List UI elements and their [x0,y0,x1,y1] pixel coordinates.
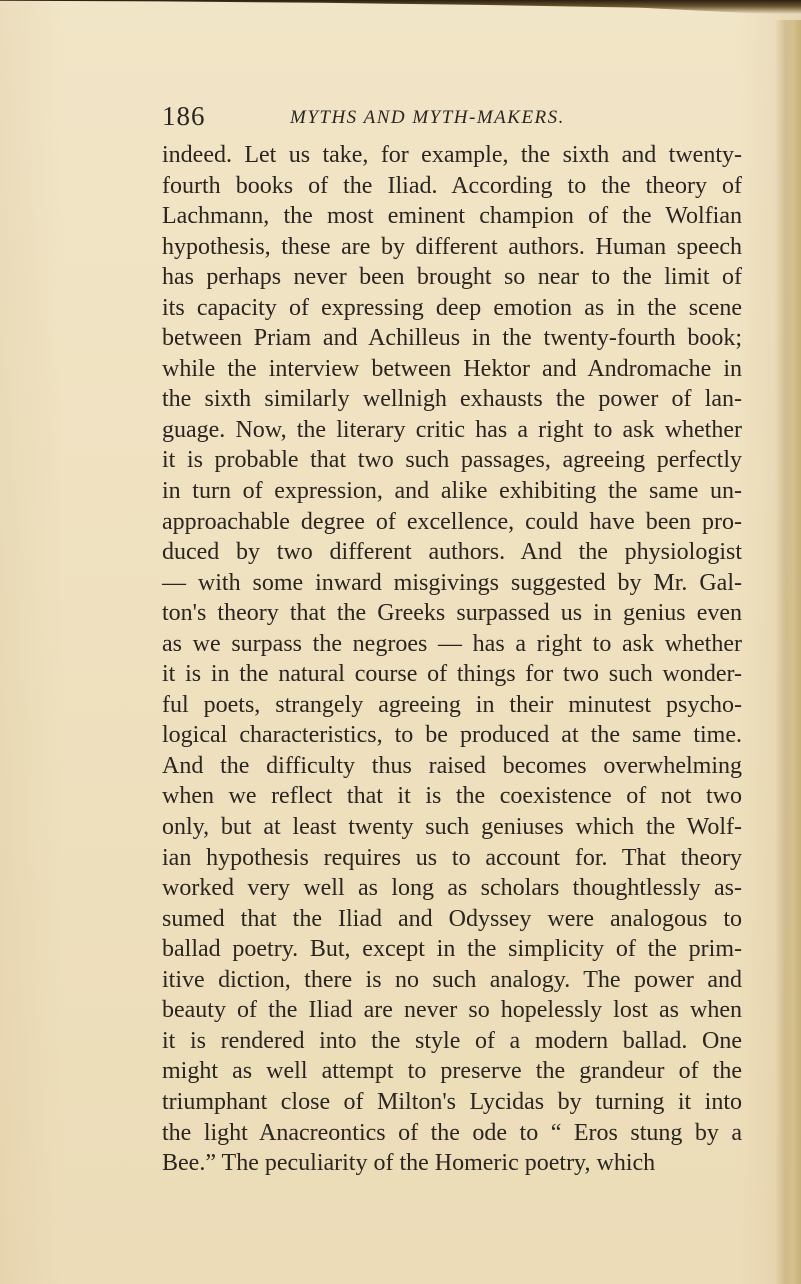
text-line: the light Anacreontics of the ode to “ Eros stung by a [162,1119,742,1146]
text-line: when we reflect that it is the coexistence of not two [162,783,742,810]
text-line: Bee.” The peculiarity of the Homeric poetry, which [162,1150,656,1177]
text-line: ton's theory that the Greeks surpassed us in genius even [162,600,742,627]
text-line: ian hypothesis requires us to account for. That theory [162,844,742,871]
text-line: in turn of expression, and alike exhibiting the same un- [162,478,742,505]
text-line: ful poets, strangely agreeing in their minutest psycho- [162,691,742,718]
text-line: it is in the natural course of things for two such wonder- [162,661,742,688]
text-line: Lachmann, the most eminent champion of the Wolfian [162,203,742,230]
text-line: while the interview between Hektor and Andromache in [162,355,742,382]
text-line: hypothesis, these are by different authors. Human speech [162,233,742,260]
text-line: duced by two different authors. And the physiologist [162,539,742,566]
text-line: it is rendered into the style of a modern ballad. One [162,1027,742,1054]
text-line: worked very well as long as scholars thoughtlessly as- [162,875,742,902]
text-line: indeed. Let us take, for example, the sixth and twenty- [162,142,742,168]
page-right-edge-shadow [775,20,801,1284]
text-line: as we surpass the negroes — has a right to ask whether [162,630,742,657]
text-line: ballad poetry. But, except in the simplicity of the prim- [162,936,742,963]
text-line: only, but at least twenty such geniuses which the Wolf- [162,814,742,841]
running-head [162,101,782,135]
page-top-edge-shadow [0,0,801,14]
text-line: sumed that the Iliad and Odyssey were analogous to [162,905,742,932]
text-line: guage. Now, the literary critic has a right to ask whether [162,416,742,443]
text-line: logical characteristics, to be produced at the same time. [162,722,742,749]
text-line: its capacity of expressing deep emotion as in the scene [162,294,742,321]
text-line: — with some inward misgivings suggested by Mr. Gal- [162,569,742,596]
page-number: 186 [162,101,206,131]
text-line: has perhaps never been brought so near to the limit of [162,264,742,291]
text-line: the sixth similarly wellnigh exhausts the power of lan- [162,386,742,413]
running-title: MYTHS AND MYTH-MAKERS. [290,107,565,128]
text-line: itive diction, there is no such analogy. The power and [162,966,742,993]
text-line: approachable degree of excellence, could have been pro- [162,508,742,535]
text-line: beauty of the Iliad are never so hopelessly lost as when [162,997,742,1024]
text-line: And the difficulty thus raised becomes overwhelming [162,752,742,779]
text-line: fourth books of the Iliad. According to the theory of [162,172,742,199]
text-line: it is probable that two such passages, agreeing perfectly [162,447,742,474]
body-text [162,140,742,1179]
text-line: might as well attempt to preserve the grandeur of the [162,1058,742,1085]
text-line: triumphant close of Milton's Lycidas by turning it into [162,1088,742,1115]
text-line: between Priam and Achilleus in the twenty-fourth book; [162,325,742,352]
